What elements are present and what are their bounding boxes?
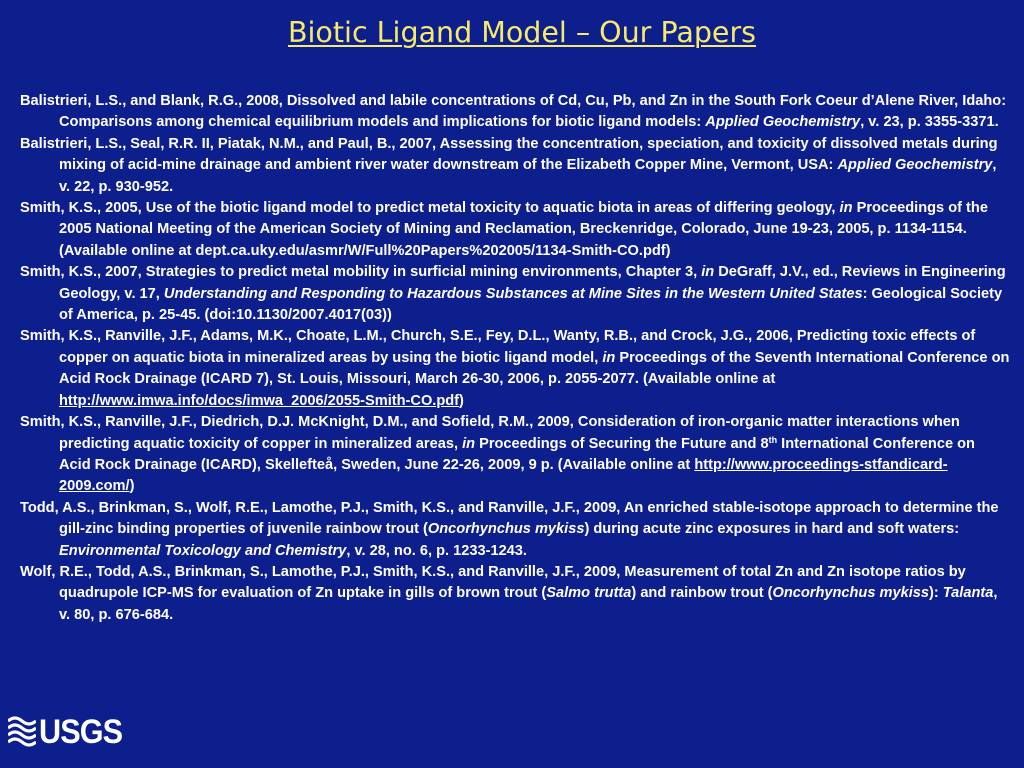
slide-title: Biotic Ligand Model – Our Papers: [287, 16, 757, 49]
reference-list: [20, 91, 1010, 626]
ref-text: Proceedings of the Seventh International Conference on Acid Rock Drainage (ICARD 7), St. Louis, Missouri, March 26-30, 2006, p. 2055-2077. (Available online at: [59, 349, 1010, 388]
reference-item: [20, 198, 1010, 262]
ref-journal: Applied Geochemistry: [837, 157, 993, 174]
usgs-logo-text: USGS: [39, 713, 123, 751]
ref-species: Oncorhynchus mykiss: [427, 521, 585, 538]
reference-item: [20, 91, 1010, 134]
ref-in: in: [462, 435, 476, 452]
ref-link[interactable]: http://www.proceedings-stfandicard-2009.com/: [59, 456, 948, 495]
ref-book-title: Understanding and Responding to Hazardous Substances at Mine Sites in the Western United States: [163, 285, 863, 302]
ref-text: Balistrieri, L.S., and Blank, R.G., 2008, Dissolved and labile concentrations of Cd, Cu, Pb, and Zn in the South Fork Coeur d’Alene River, Idaho: Comparisons among chemical equilibrium models and implications for biotic ligand models:: [20, 93, 1007, 131]
ref-text: DeGraff, J.V., ed., Reviews in Engineering Geology, v. 17,: [59, 264, 1006, 302]
ref-journal: Applied Geochemistry: [705, 114, 861, 131]
reference-item: [20, 326, 1010, 412]
ref-text: , v. 22, p. 930-952.: [59, 157, 997, 195]
ref-journal: Talanta: [942, 585, 994, 602]
ref-text: , v. 80, p. 676-684.: [59, 585, 998, 623]
reference-item: [20, 412, 1010, 498]
ref-superscript: th: [768, 434, 778, 445]
ref-text: Proceedings of the 2005 National Meeting of the American Society of Mining and Reclamation, Breckenridge, Colorado, June 19-23, 2005, p. 1134-1154. (Available online at dept.ca.uky.edu/asmr/W/Full%20Papers%202005/1134-Smith-CO.pdf): [59, 200, 988, 259]
reference-item: [20, 562, 1010, 626]
usgs-wave-icon: [8, 716, 36, 748]
ref-text: Smith, K.S., 2007, Strategies to predict metal mobility in surficial mining environments, Chapter 3,: [20, 264, 702, 281]
usgs-logo: [8, 715, 131, 749]
ref-text: Smith, K.S., Ranville, J.F., Adams, M.K., Choate, L.M., Church, S.E., Fey, D.L., Wanty, R.B., and Crock, J.G., 2006, Predicting toxic effects of copper on aquatic biota in mineralized areas by using the biotic ligand model,: [20, 328, 976, 366]
ref-text: International Conference on Acid Rock Drainage (ICARD), Skellefteå, Sweden, June 22-26, 2009, 9 p. (Available online at: [59, 435, 975, 473]
ref-text: Todd, A.S., Brinkman, S., Wolf, R.E., Lamothe, P.J., Smith, K.S., and Ranville, J.F., 2009, An enriched stable-isotope approach to determine the gill-zinc binding properties of juvenile rainbow trout (: [20, 499, 999, 538]
reference-item: [20, 134, 1010, 198]
ref-text: ): [129, 478, 135, 495]
reference-item: [20, 498, 1010, 562]
ref-text: , v. 28, no. 6, p. 1233-1243.: [346, 542, 527, 559]
ref-journal: Environmental Toxicology and Chemistry: [59, 542, 347, 559]
ref-text: ):: [929, 585, 943, 602]
ref-species: Oncorhynchus mykiss: [772, 585, 930, 602]
reference-item: [20, 262, 1010, 326]
ref-text: : Geological Society of America, p. 25-45. (doi:10.1130/2007.4017(03)): [59, 285, 1003, 324]
ref-text: ): [459, 392, 464, 409]
ref-text: Proceedings of Securing the Future and 8: [475, 435, 769, 452]
ref-link[interactable]: http://www.imwa.info/docs/imwa_2006/2055-Smith-CO.pdf: [59, 392, 460, 409]
ref-text: Wolf, R.E., Todd, A.S., Brinkman, S., Lamothe, P.J., Smith, K.S., and Ranville, J.F., 2009, Measurement of total Zn and Zn isotope ratios by quadrupole ICP-MS for evaluation of Zn uptake in gills of brown trout (: [20, 563, 966, 602]
ref-text: ) during acute zinc exposures in hard and soft waters:: [584, 521, 960, 538]
ref-text: Smith, K.S., Ranville, J.F., Diedrich, D.J. McKnight, D.M., and Sofield, R.M., 2009, Consideration of iron-organic matter interactions when predicting aquatic toxicity of copper in mineralized areas,: [20, 414, 960, 452]
ref-text: Smith, K.S., 2005, Use of the biotic ligand model to predict metal toxicity to aquatic biota in areas of differing geology,: [20, 200, 840, 217]
ref-text: Balistrieri, L.S., Seal, R.R. II, Piatak, N.M., and Paul, B., 2007, Assessing the concentration, speciation, and toxicity of dissolved metals during mixing of acid-mine drainage and ambient river water downstream of the Elizabeth Copper Mine, Vermont, USA:: [20, 135, 998, 174]
ref-in: in: [839, 200, 853, 217]
ref-text: , v. 23, p. 3355-3371.: [860, 114, 999, 131]
ref-in: in: [602, 349, 616, 366]
ref-text: ) and rainbow trout (: [631, 585, 773, 602]
ref-species: Salmo trutta: [546, 585, 632, 602]
ref-in: in: [701, 264, 715, 281]
